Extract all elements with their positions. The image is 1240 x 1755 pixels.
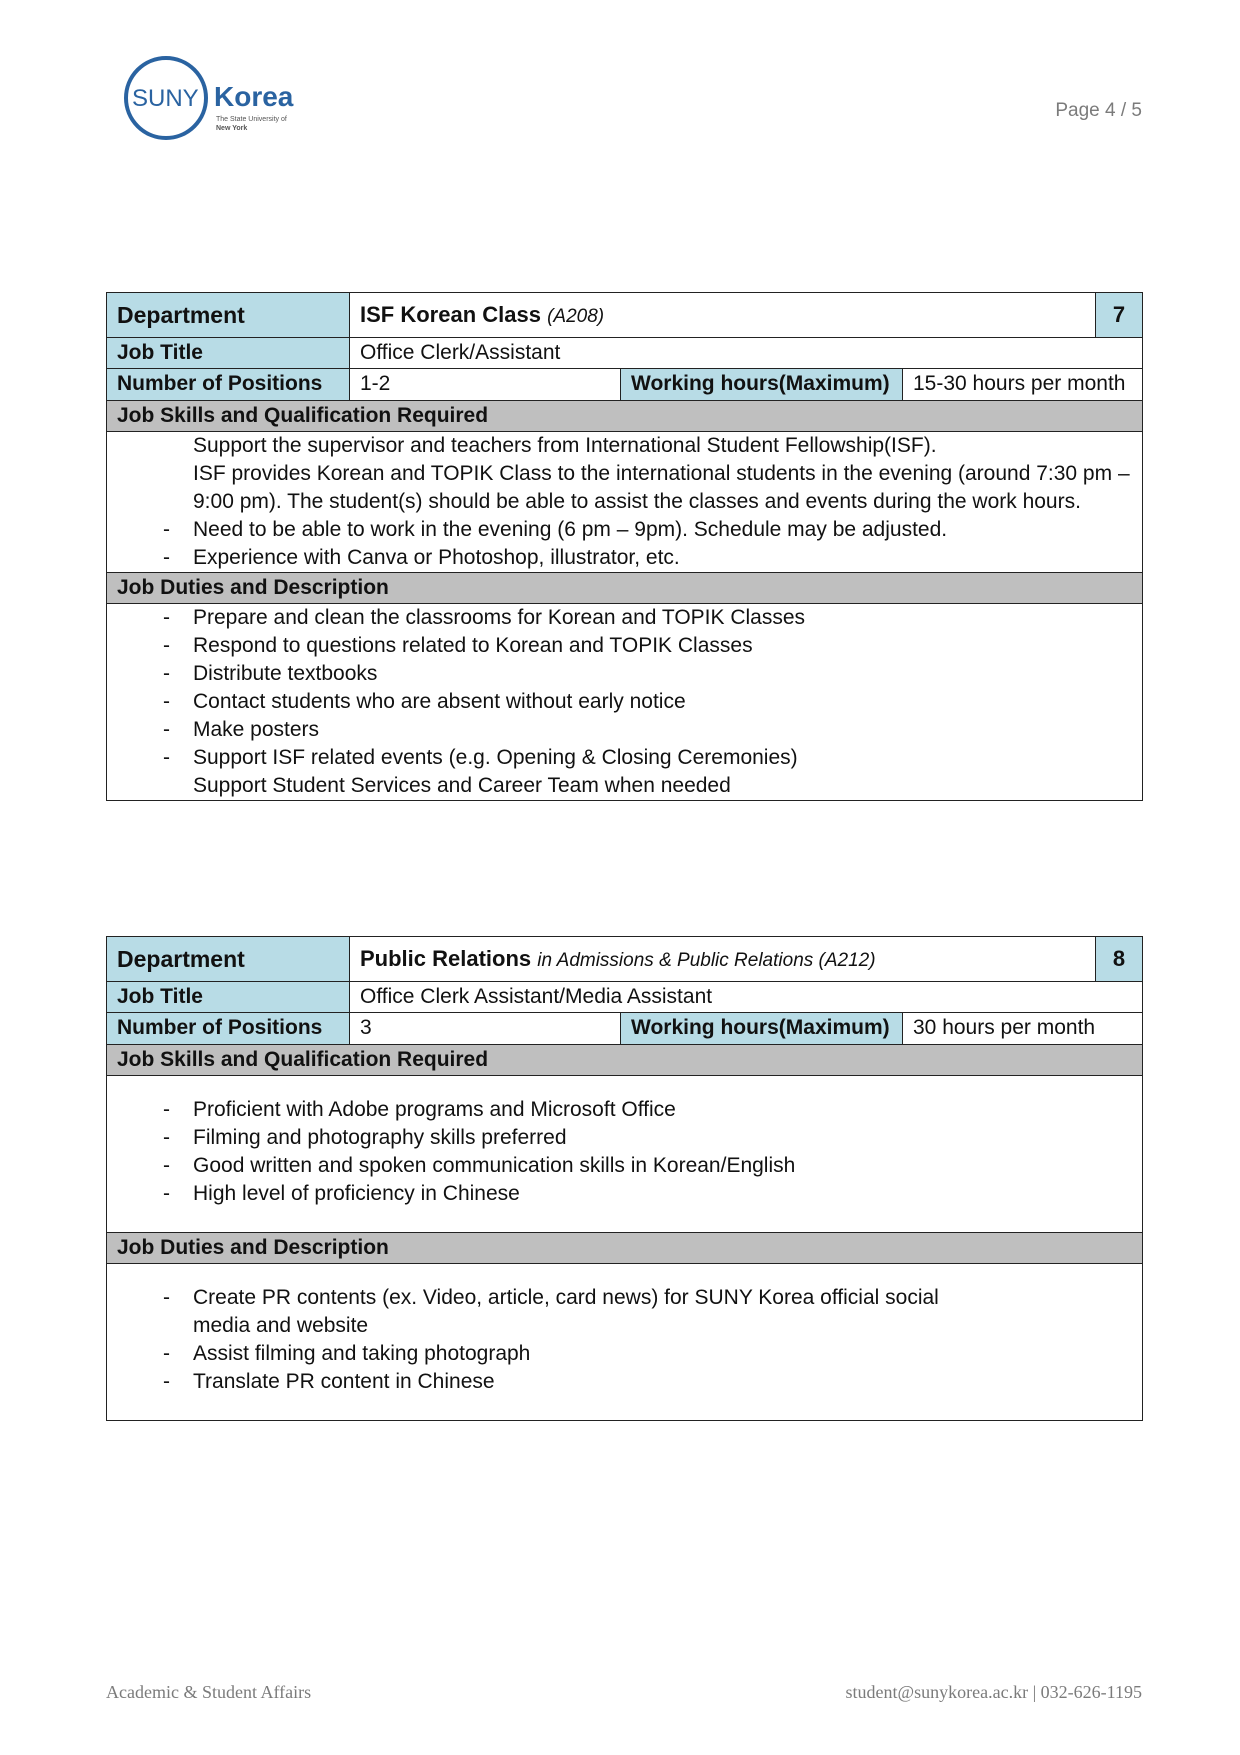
skills-section-header: Job Skills and Qualification Required — [107, 1044, 1143, 1075]
list-item: - Experience with Canva or Photoshop, illustrator, etc. — [117, 544, 1132, 572]
list-item: Support Student Services and Career Team when needed — [193, 774, 731, 797]
svg-text:New York: New York — [216, 125, 248, 132]
list-item: media and website — [193, 1314, 369, 1337]
job-number: 7 — [1096, 293, 1143, 338]
positions-label: Number of Positions — [107, 1013, 350, 1044]
job-title-label: Job Title — [107, 982, 350, 1013]
list-item: - Proficient with Adobe programs and Microsoft Office — [117, 1096, 1132, 1124]
positions-value: 3 — [350, 1013, 621, 1044]
list-item: - Prepare and clean the classrooms for Korean and TOPIK Classes — [117, 604, 1132, 632]
department-name: Public Relations in Admissions & Public Relations (A212) — [350, 937, 1096, 982]
hours-value: 30 hours per month — [903, 1013, 1143, 1044]
job-number: 8 — [1096, 937, 1143, 982]
duties-list — [117, 604, 1132, 800]
svg-text:Korea: Korea — [214, 81, 294, 112]
duties-section-header: Job Duties and Description — [107, 1232, 1143, 1263]
list-item: - Assist filming and taking photograph — [117, 1340, 1132, 1368]
list-item: - Distribute textbooks — [117, 660, 1132, 688]
list-item: - Support ISF related events (e.g. Opening & Closing Ceremonies) — [117, 744, 1132, 772]
skills-list — [117, 1096, 1132, 1208]
list-item: 9:00 pm). The student(s) should be able to assist the classes and events during the work hours. — [193, 489, 1081, 513]
svg-text:The State University of: The State University of — [216, 116, 287, 123]
hours-label: Working hours(Maximum) — [621, 1013, 903, 1044]
skills-list — [117, 432, 1132, 572]
footer-contact: student@sunykorea.ac.kr | 032-626-1195 — [845, 1682, 1142, 1702]
department-label: Department — [107, 937, 350, 982]
hours-label: Working hours(Maximum) — [621, 369, 903, 400]
footer-department: Academic & Student Affairs — [106, 1682, 312, 1702]
job-title-label: Job Title — [107, 338, 350, 369]
svg-text:SUNY: SUNY — [132, 85, 199, 112]
department-label: Department — [107, 293, 350, 338]
positions-value: 1-2 — [350, 369, 621, 400]
page-number: Page 4 / 5 — [1055, 100, 1142, 121]
job-title-value: Office Clerk Assistant/Media Assistant — [350, 982, 1143, 1013]
job-table-isf-korean-class — [106, 292, 1143, 801]
job-table-public-relations — [106, 936, 1143, 1421]
skills-list-cell — [107, 1075, 1143, 1232]
department-name: ISF Korean Class (A208) — [350, 293, 1096, 338]
job-title-value: Office Clerk/Assistant — [350, 338, 1143, 369]
positions-label: Number of Positions — [107, 369, 350, 400]
list-item: - High level of proficiency in Chinese — [117, 1180, 1132, 1208]
list-item: ISF provides Korean and TOPIK Class to the international students in the evening (around 7:30 pm – — [193, 461, 1130, 485]
duties-list — [117, 1284, 1132, 1396]
skills-list-cell — [107, 431, 1143, 572]
list-item: - Filming and photography skills preferred — [117, 1124, 1132, 1152]
list-item: Support the supervisor and teachers from International Student Fellowship(ISF). — [193, 433, 937, 457]
list-item: - Respond to questions related to Korean and TOPIK Classes — [117, 632, 1132, 660]
suny-korea-logo — [124, 54, 304, 142]
list-item: - Contact students who are absent without early notice — [117, 688, 1132, 716]
duties-list-cell — [107, 604, 1143, 801]
list-item: - Good written and spoken communication skills in Korean/English — [117, 1152, 1132, 1180]
hours-value: 15-30 hours per month — [903, 369, 1143, 400]
duties-section-header: Job Duties and Description — [107, 572, 1143, 603]
skills-section-header: Job Skills and Qualification Required — [107, 400, 1143, 431]
list-item: - Translate PR content in Chinese — [117, 1368, 1132, 1396]
list-item: - Make posters — [117, 716, 1132, 744]
duties-list-cell — [107, 1264, 1143, 1421]
list-item: - Create PR contents (ex. Video, article, card news) for SUNY Korea official social — [117, 1284, 1132, 1312]
list-item: - Need to be able to work in the evening (6 pm – 9pm). Schedule may be adjusted. — [117, 516, 1132, 544]
